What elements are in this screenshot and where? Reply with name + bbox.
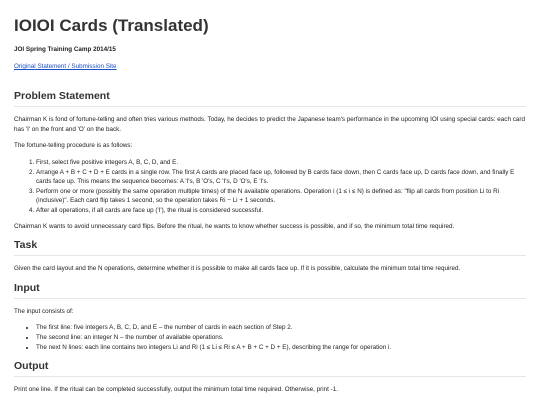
output-heading: Output	[14, 360, 526, 377]
procedure-step: 1. First, select five positive integers A, B, C, D, and E.	[36, 158, 526, 167]
original-statement-link[interactable]: Original Statement / Submission Site	[14, 63, 117, 70]
procedure-steps-list	[14, 158, 526, 215]
problem-paragraph-3: Chairman K wants to avoid unnecessary card flips. Before the ritual, he wants to know whether success is possible, and if so, the minimum total time required.	[14, 222, 455, 230]
problem-paragraph-1: Chairman K is fond of fortune-telling and often tries various methods. Today, he decides to predict the Japanese team's performance in the upcoming IOI using special cards: each card has 'I' on the front and 'O' on the back.	[14, 116, 525, 133]
problem-paragraph-2: The fortune-telling procedure is as follows:	[14, 142, 133, 149]
input-heading: Input	[14, 282, 526, 299]
task-paragraph: Given the card layout and the N operations, determine whether it is possible to make all cards face up. If it is possible, calculate the minimum total time required.	[14, 265, 461, 272]
input-format-item: • The second line: an integer N – the number of available operations.	[36, 333, 526, 342]
input-format-item: • The next N lines: each line contains two integers Li and Ri (1 ≤ Li ≤ Ri ≤ A + B + C + D + E), describing the range for operation i.	[36, 343, 526, 352]
output-paragraph: Print one line. If the ritual can be completed successfully, output the minimum total time required. Otherwise, print -1.	[14, 386, 338, 393]
input-format-list	[14, 323, 526, 352]
output-section	[14, 360, 526, 395]
procedure-step: 3. Perform one or more (possibly the same operation multiple times) of the N available operations. Operation i (1 ≤ i ≤ N) is defined as: "flip all cards from position Li to Ri (inclusive)". Each card flip takes 1 second, so the operation takes Ri − Li + 1 seconds.	[36, 187, 526, 205]
input-format-item: • The first line: five integers A, B, C, D, and E – the number of cards in each section of Step 2.	[36, 323, 526, 332]
page-title: IOIOI Cards (Translated)	[14, 16, 209, 35]
input-section	[14, 282, 526, 353]
problem-statement-section	[14, 90, 526, 231]
task-heading: Task	[14, 239, 526, 256]
procedure-step: 2. Arrange A + B + C + D + E cards in a single row. The first A cards are placed face up, followed by B cards face down, then C cards face up, D cards face down, and finally E cards face up. This means the sequence becomes: A 'I's, B 'O's, C 'I's, D 'O's, E 'I's.	[36, 168, 526, 186]
problem-statement-heading: Problem Statement	[14, 90, 526, 107]
procedure-step: 4. After all operations, if all cards are face up ('I'), the ritual is considered successful.	[36, 206, 526, 215]
contest-subtitle: JOI Spring Training Camp 2014/15	[14, 46, 116, 53]
input-paragraph: The input consists of:	[14, 307, 74, 315]
task-section	[14, 239, 526, 274]
